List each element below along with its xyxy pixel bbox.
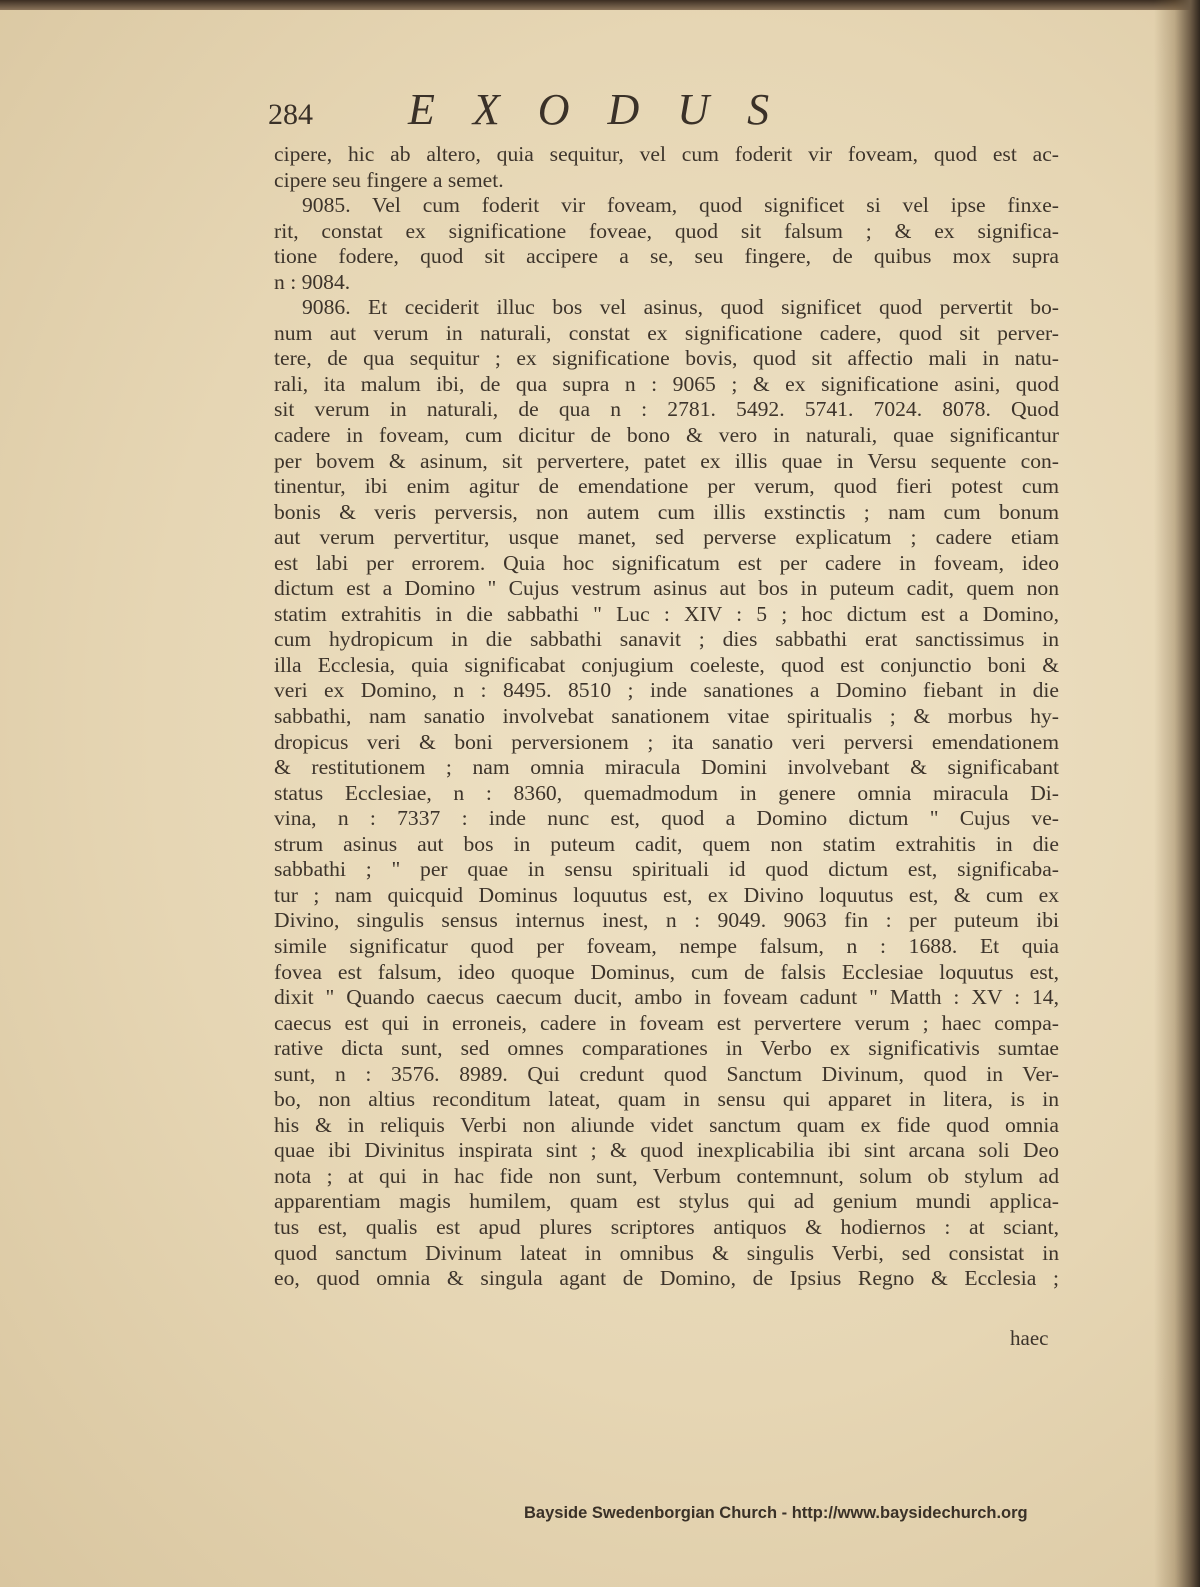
page-number: 284 [268,98,313,131]
text-line: sit verum in naturali, de qua n : 2781. 5492. 5741. 7024. 8078. Quod [274,397,1059,422]
text-line: bonis & veris perversis, non autem cum illis exstinctis ; nam cum bonum [274,499,1059,524]
page-gutter-shadow [1154,0,1200,1587]
text-line: apparentiam magis humilem, quam est stylus qui ad genium mundi applica- [274,1189,1059,1214]
text-line: cum hydropicum in die sabbathi sanavit ; dies sabbathi erat sanctissimus in [274,627,1059,652]
text-line: dixit " Quando caecus caecum ducit, ambo in foveam cadunt " Matth : XV : 14, [274,985,1059,1010]
text-line: his & in reliquis Verbi non aliunde videt sanctum quam ex fide quod omnia [274,1112,1059,1137]
body-text [274,142,1059,1292]
text-line: rative dicta sunt, sed omnes comparationes in Verbo ex significativis sumtae [274,1036,1059,1061]
text-line: sunt, n : 3576. 8989. Qui credunt quod Sanctum Divinum, quod in Ver- [274,1061,1059,1086]
text-line: nota ; at qui in hac fide non sunt, Verbum contemnunt, solum ob stylum ad [274,1163,1059,1188]
text-line: tus est, qualis est apud plures scriptores antiquos & hodiernos : at sciant, [274,1214,1059,1239]
text-line: quod sanctum Divinum lateat in omnibus & singulis Verbi, sed consistat in [274,1240,1059,1265]
text-line: quae ibi Divinitus inspirata sint ; & quod inexplicabilia ibi sint arcana soli Deo [274,1138,1059,1163]
text-line: bo, non altius reconditum lateat, quam in sensu qui apparet in litera, is in [274,1087,1059,1112]
text-line: cipere seu fingere a semet. [274,167,504,192]
catchword: haec [1010,1326,1049,1350]
text-line: per bovem & asinum, sit pervertere, patet ex illis quae in Versu sequente con- [274,448,1059,473]
text-line: aut verum pervertitur, usque manet, sed perverse explicatum ; cadere etiam [274,525,1059,550]
text-line: caecus est qui in erroneis, cadere in foveam est pervertere verum ; haec compa- [274,1010,1059,1035]
page-header [268,84,1058,140]
text-line: 9085. Vel cum foderit vir foveam, quod significet si vel ipse finxe- [302,193,1059,218]
text-line: tere, de qua sequitur ; ex significatione bovis, quod sit affectio mali in natu- [274,346,1059,371]
text-line: strum asinus aut bos in puteum cadit, quem non statim extrahitis in die [274,831,1059,856]
text-line: est labi per errorem. Quia hoc significatum est per cadere in foveam, ideo [274,550,1059,575]
text-line: cadere in foveam, cum dicitur de bono & vero in naturali, quae significantur [274,423,1059,448]
text-line: n : 9084. [274,269,351,294]
text-line: num aut verum in naturali, constat ex significatione cadere, quod sit perver- [274,320,1059,345]
text-line: Divino, singulis sensus internus inest, n : 9049. 9063 fin : per puteum ibi [274,908,1059,933]
text-line: tione fodere, quod sit accipere a se, seu fingere, de quibus mox supra [274,244,1059,269]
text-line: eo, quod omnia & singula agant de Domino, de Ipsius Regno & Ecclesia ; [274,1266,1059,1291]
running-title: EXODUS [408,85,808,134]
text-line: fovea est falsum, ideo quoque Dominus, cum de falsis Ecclesiae loquutus est, [274,959,1059,984]
text-line: statim extrahitis in die sabbathi " Luc : XIV : 5 ; hoc dictum est a Domino, [274,601,1059,626]
text-line: illa Ecclesia, quia significabat conjugium coeleste, quod est conjunctio boni & [274,652,1059,677]
text-line: rali, ita malum ibi, de qua supra n : 9065 ; & ex significatione asini, quod [274,371,1059,396]
top-edge-shadow [0,0,1200,10]
text-line: veri ex Domino, n : 8495. 8510 ; inde sanationes a Domino fiebant in die [274,678,1059,703]
text-line: & restitutionem ; nam omnia miracula Domini involvebant & significabant [274,755,1059,780]
text-line: status Ecclesiae, n : 8360, quemadmodum in genere omnia miracula Di- [274,780,1059,805]
text-line: tur ; nam quicquid Dominus loquutus est, ex Divino loquutus est, & cum ex [274,882,1059,907]
text-line: sabbathi ; " per quae in sensu spirituali id quod dictum est, significaba- [274,857,1059,882]
text-line: dropicus veri & boni perversionem ; ita sanatio veri perversi emendationem [274,729,1059,754]
text-line: sabbathi, nam sanatio involvebat sanationem vitae spiritualis ; & morbus hy- [274,704,1059,729]
text-line: rit, constat ex significatione foveae, quod sit falsum ; & ex significa- [274,218,1059,243]
text-line: tinentur, ibi enim agitur de emendatione per verum, quod fieri potest cum [274,474,1059,499]
text-line: dictum est a Domino " Cujus vestrum asinus aut bos in puteum cadit, quem non [274,576,1059,601]
footer-credit: Bayside Swedenborgian Church - http://www.baysidechurch.org [524,1504,1028,1522]
text-line: cipere, hic ab altero, quia sequitur, vel cum foderit vir foveam, quod est ac- [274,142,1059,166]
text-line: simile significatur quod per foveam, nempe falsum, n : 1688. Et quia [274,933,1059,958]
text-line: 9086. Et ceciderit illuc bos vel asinus, quod significet quod pervertit bo- [302,295,1059,320]
text-line: vina, n : 7337 : inde nunc est, quod a Domino dictum " Cujus ve- [274,806,1059,831]
